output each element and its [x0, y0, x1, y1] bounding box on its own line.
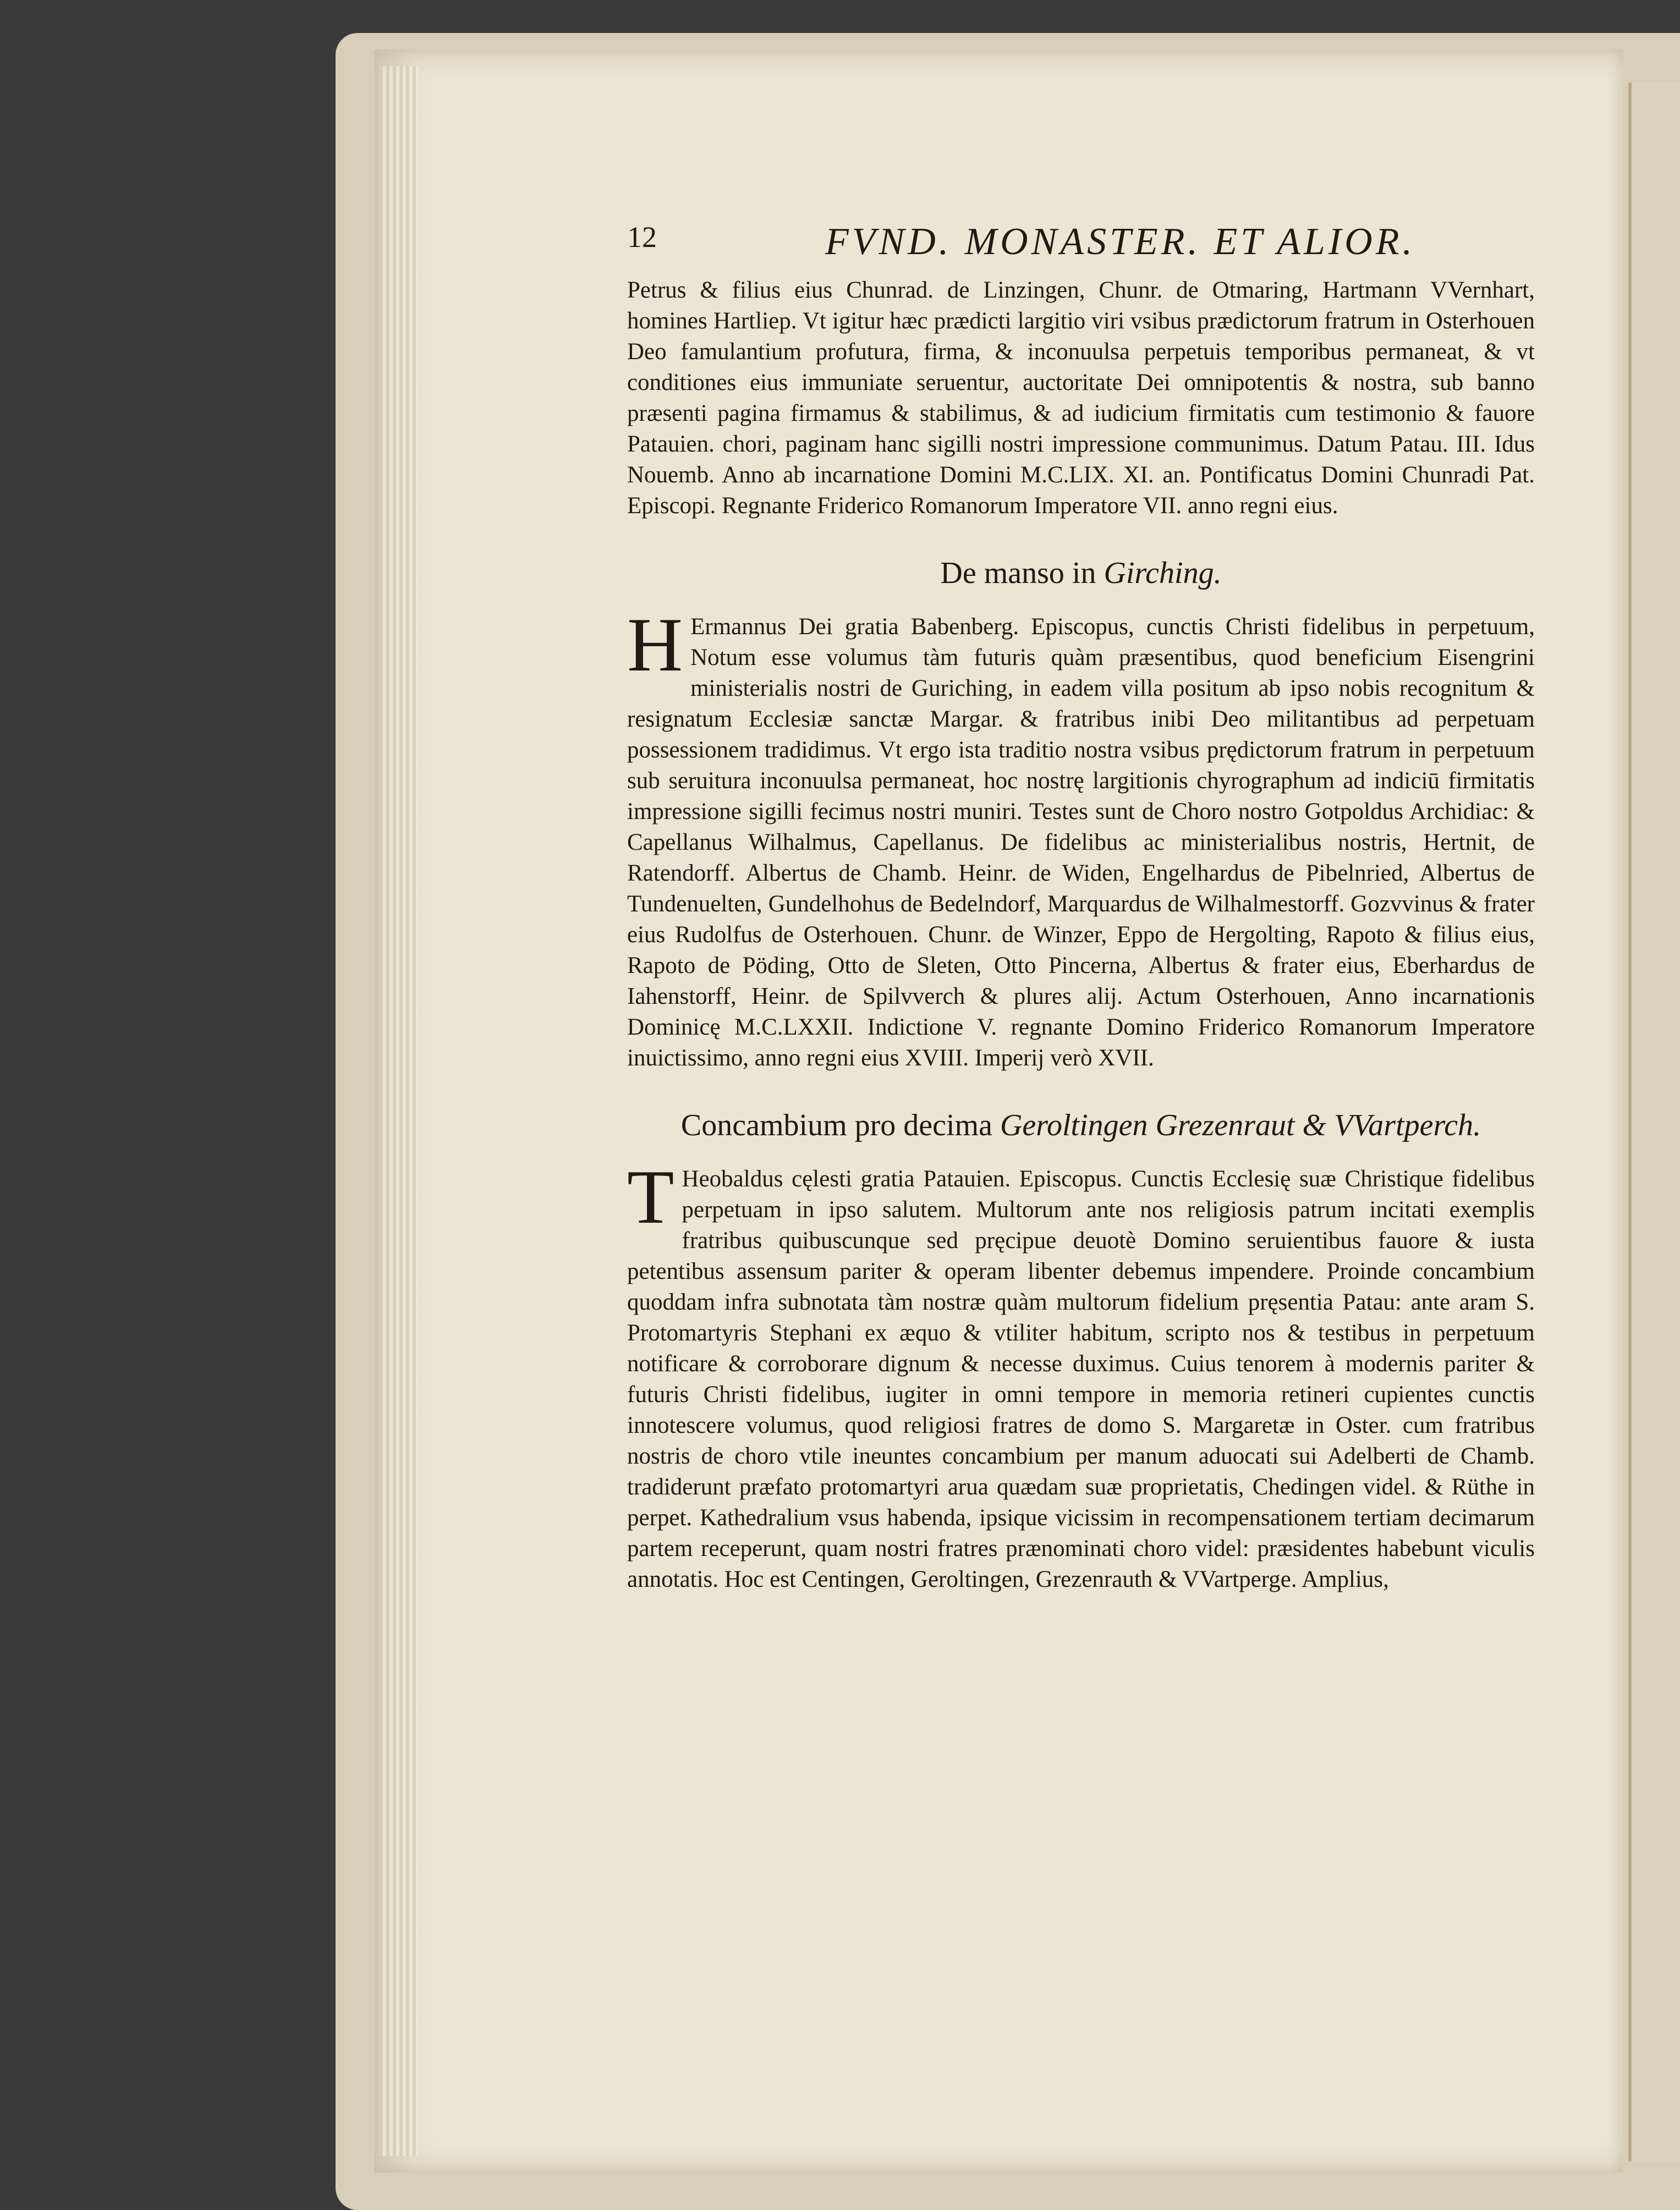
page-number: 12: [627, 221, 657, 254]
paragraph-2-block: [627, 602, 1535, 1074]
paragraph-2: Ermannus Dei gratia Babenberg. Episcopus, cunctis Christi fidelibus in perpetuum, Notum esse volumus tàm futuris quàm præsentibus, quod beneficium Eisengrini ministerialis nostri de Guriching, in eadem villa positum ab ipso nobis recognitum & resignatum Ecclesiæ sanctæ Margar. & fratribus inibi Deo militantibus ad perpetuam possessionem tradidimus. Vt ergo ista traditio nostra vsibus prędictorum fratrum in perpetuum sub seruitura inconuulsa permaneat, hoc nostrę largitionis chyrographum ad indiciū firmitatis impressione sigilli fecimus nostri muniri. Testes sunt de Choro nostro Gotpoldus Archidiac: & Capellanus Wilhalmus, Capellanus. De fidelibus ac ministerialibus nostris, Hertnit, de Ratendorff. Albertus de Chamb. Heinr. de Widen, Engelhardus de Pibelnried, Albertus de Tundenuelten, Gundelhohus de Bedelndorf, Marquardus de Wilhalmestorff. Gozvvinus & frater eius Rudolfus de Osterhouen. Chunr. de Winzer, Eppo de Hergolting, Rapoto & filius eius, Rapoto de Pöding, Otto de Sleten, Otto Pincerna, Albertus & frater eius, Eberhardus de Iahenstorff, Heinr. de Spilvverch & plures alij. Actum Osterhouen, Anno incarnationis Dominicę M.C.LXXII. Indictione V. regnante Domino Friderico Romanorum Imperatore inuictissimo, anno regni eius XVIII. Imperij verò XVII.: [627, 614, 1535, 1071]
section-title-girching: [627, 554, 1535, 592]
drop-cap-t: T: [627, 1155, 674, 1240]
paragraph-3-block: [627, 1155, 1535, 1595]
next-page-edge: [1628, 83, 1680, 2162]
drop-cap-h: H: [627, 602, 683, 688]
section-title-text: Concambium pro decima: [680, 1108, 1000, 1142]
paragraph-1: Petrus & filius eius Chunrad. de Linzingen, Chunr. de Otmaring, Hartmann VVernhart, homines Hartliep. Vt igitur hæc prædicti largitio viri vsibus prædictorum fratrum in Osterhouen Deo famulantium profutura, firma, & inconuulsa perpetuis temporibus permaneat, & vt conditiones eius immuniate seruentur, auctoritate Dei omnipotentis & nostra, sub banno præsenti pagina firmamus & stabilimus, & ad iudicium firmitatis cum testimonio & fauore Patauien. chori, paginam hanc sigilli nostri impressione communimus. Datum Patau. III. Idus Nouemb. Anno ab incarnatione Domini M.C.LIX. XI. an. Pontificatus Domini Chunradi Pat. Episcopi. Regnante Friderico Romanorum Imperatore VII. anno regni eius.: [627, 277, 1535, 519]
section-title-concambium: [627, 1107, 1535, 1144]
running-head: FVND. MONASTER. ET ALIOR.: [825, 221, 1415, 263]
page-header: [627, 220, 1535, 275]
section-title-italic: Geroltingen Grezenraut & VVartperch.: [1000, 1108, 1481, 1142]
section-title-text: De manso in: [940, 556, 1104, 590]
paragraph-3: Heobaldus cęlesti gratia Patauien. Episcopus. Cunctis Ecclesię suæ Christique fidelibus perpetuam in ipso salutem. Multorum ante nos religiosis patrum incitati exemplis fratribus quibuscunque sed pręcipue deuotè Domino seruientibus fauore & iusta petentibus assensum pariter & operam libenter debemus impendere. Proinde concambium quoddam infra subnotata tàm nostræ quàm multorum fidelium pręsentia Patau: ante aram S. Protomartyris Stephani ex æquo & vtiliter habitum, scripto nos & testibus in perpetuum notificare & corroborare dignum & necesse duximus. Cuius tenorem à modernis pariter & futuris Christi fidelibus, iugiter in omni tempore in memoria retineri cupientes cunctis innotescere volumus, quod religiosi fratres de domo S. Margaretæ in Oster. cum fratribus nostris de choro vtile ineuntes concambium per manum aduocati sui Adelberti de Chamb. tradiderunt præfato protomartyri arua quædam suæ proprietatis, Chedingen videl. & Rüthe in perpet. Kathedralium vsus habenda, ipsique vicissim in recompensationem tertiam decimarum partem receperunt, quam nostri fratres prænominati choro videl: præsidentes habebunt viculis annotatis. Hoc est Centingen, Geroltingen, Grezenrauth & VVartperge. Amplius,: [627, 1166, 1535, 1592]
page-text: [627, 220, 1535, 1595]
page-edges: [380, 66, 418, 2156]
section-title-italic: Girching.: [1103, 556, 1222, 590]
